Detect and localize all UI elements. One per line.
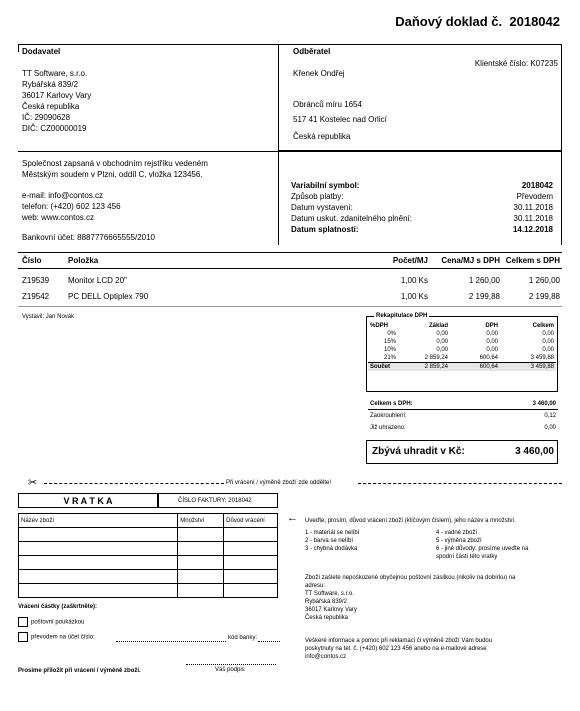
item-row-2-qty: 1,00 Ks [400,292,428,301]
rounding-label: Zaokrouhlení: [370,413,407,419]
total-with-vat: 3 460,00 [532,401,556,407]
col-unit-price: Cena/MJ s DPH [441,256,500,265]
transfer-checkbox[interactable] [18,632,28,642]
reasons-left: 1 - materiál se nelíbí 2 - barva se nelíbí 3 - chybná dodávka [305,530,360,552]
item-row-1-price: 1 260,00 [468,276,500,285]
customer-label: Odběratel [293,47,331,56]
return-invoice-number: ČÍSLO FAKTURY: 2018042 [178,498,252,504]
cut-note: Při vrácení / výměně zboží zde oddělte! [226,480,332,486]
paid-label: Již uhrazeno: [370,425,406,431]
col-item: Položka [68,256,99,265]
refund-option-postal[interactable]: poštovní poukázkou [18,617,84,627]
col-total: Celkem s DPH [505,256,560,265]
return-row-name[interactable] [19,542,178,556]
return-intro: Uveďte, prosím, důvod vrácení zboží (klíčovým číslem), jeho název a množství. [305,518,516,524]
bank-code-field[interactable] [258,641,280,642]
signature-field[interactable] [186,664,276,665]
return-row-reason[interactable] [224,556,278,570]
document-title [395,14,560,29]
return-row-reason[interactable] [224,570,278,584]
return-row-name[interactable] [19,528,178,542]
support-info: Veškeré informace a pomoc při reklamaci či výměně zboží Vám budou poskytnuty na tel. č. (+420) 602 123 456 anebo na e-mailové adrese info@contos.cz [305,638,493,660]
account-number-field[interactable] [116,641,226,642]
customer-name: Křenek Ondřej [293,69,345,78]
payment-info: Variabilní symbol: 2018042 Způsob platby: Převodem Datum vystavení: 30.11.2018 Datum uskut. zdanitelného plnění: 30.11.2018 Datum splatnosti: 14.12.2018 [291,181,553,234]
issued-by: Vystavil: Jan Novák [22,314,75,320]
return-form-title: V R A T K A [63,496,113,506]
item-row-1-qty: 1,00 Ks [400,276,428,285]
rounding: 0,12 [544,413,556,419]
registry-note: Společnost zapsaná v obchodním rejstříku vedeném Městským soudem v Plzni, oddíl C, vložka 123456. [22,159,208,179]
return-row-reason[interactable] [224,528,278,542]
reasons-right: 4 - vadné zboží 5 - výměna zboží 6 - jiné důvody: prosíme uveďte na spodní části této vratky [436,530,529,560]
supplier-label: Dodavatel [22,47,61,56]
arrow-left-icon: ← [287,512,298,524]
total-with-vat-label: Celkem s DPH: [370,401,413,407]
refund-label: Vrácení částky (zaškrtněte): [18,604,98,610]
bank-account: Bankovní účet: 8887776665555/2010 [22,233,156,242]
item-row-2-price: 2 199,88 [468,292,500,301]
item-row-1-total: 1 260,00 [528,276,560,285]
vat-recap-table: %DPH Základ DPH Celkem 0% 0,00 0,00 0,00 15% 0,00 0,00 0,00 10% 0,00 0,00 0,00 21% 2 859,24 600,64 3 459,88 Součet 2 859,24 600,64 3 459,88 [370,323,554,370]
return-row-qty[interactable] [178,542,224,556]
return-row-name[interactable] [19,570,178,584]
signature-label: Váš podpis [215,667,245,673]
customer-city: 517 41 Kostelec nad Orlicí [293,115,387,124]
return-row-qty[interactable] [178,584,224,598]
return-items-table: Název zboží Množství Důvod vrácení [18,513,278,598]
invoice-number: 2018042 [509,14,560,29]
item-row-1-name: Monitor LCD 20" [68,276,127,285]
paid: 0,00 [544,425,556,431]
item-row-1-number: Z19539 [22,276,50,285]
supplier-address: TT Software, s.r.o. Rybářská 839/2 36017 Karlovy Vary Česká republika IČ: 29090628 DIČ: CZ00000019 [22,69,92,133]
postal-checkbox[interactable] [18,617,28,627]
col-qty: Počet/MJ [392,256,428,265]
item-row-2-total: 2 199,88 [528,292,560,301]
scissors-icon: ✂ [28,477,38,489]
item-row-2-name: PC DELL Optiplex 790 [68,292,149,301]
title-label: Daňový doklad č. [395,14,503,29]
attach-note: Prosíme přiložit při vrácení / výměně zboží. [18,668,141,674]
return-row-reason[interactable] [224,542,278,556]
refund-option-transfer[interactable]: převodem na účet číslo: [18,632,95,642]
vat-recap-title: Rekapitulace DPH [376,313,428,319]
return-row-qty[interactable] [178,556,224,570]
return-row-name[interactable] [19,556,178,570]
customer-street: Obránců míru 1654 [293,100,362,109]
send-address: Zboží zašlete nepoškozené obyčejnou poštovní zásilkou (nikoliv na dobírku) na adresu: TT Software, s.r.o. Rybářská 839/2 36017 Karlovy Vary Česká republika [305,575,516,621]
return-row-reason[interactable] [224,584,278,598]
customer-country: Česká republika [293,132,351,141]
item-row-2-number: Z19542 [22,292,50,301]
col-number: Číslo [22,256,42,265]
supplier-contacts: e-mail: info@contos.cz telefon: (+420) 602 123 456 web: www.contos.cz [22,191,121,222]
return-row-qty[interactable] [178,528,224,542]
bank-code-label: kód banky: [228,635,258,641]
return-row-name[interactable] [19,584,178,598]
amount-due-label: Zbývá uhradit v Kč: [372,446,465,457]
return-row-qty[interactable] [178,570,224,584]
client-number: Klientské číslo: K07235 [474,59,558,68]
amount-due: 3 460,00 [515,446,554,457]
